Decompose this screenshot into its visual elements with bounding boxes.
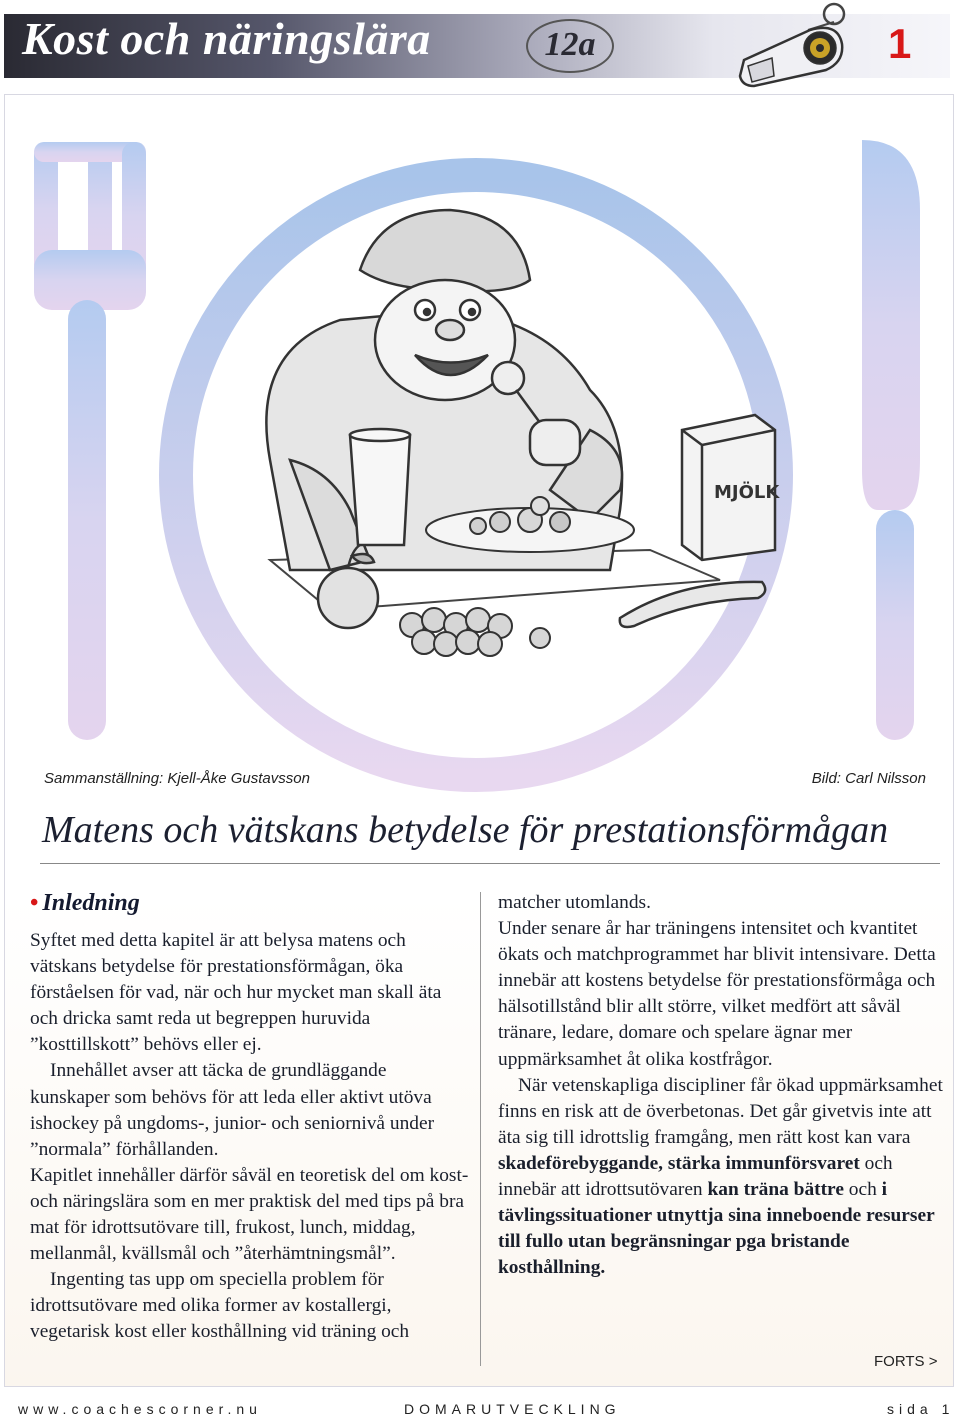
footer-category: DOMARUTVECKLING [404, 1401, 621, 1417]
right-paragraph-1: matcher utomlands. [498, 892, 651, 913]
column-divider [480, 892, 481, 1366]
right-column [498, 890, 943, 1281]
section-heading-text: Inledning [42, 890, 140, 916]
bullet-icon: • [30, 890, 39, 916]
right-p3-bold-b: skadeförebyggande, stärka immunförsvaret [498, 1152, 860, 1174]
header-title: Kost och näringslära [22, 13, 431, 64]
page-number: 1 [888, 20, 912, 67]
section-heading [30, 890, 140, 917]
footer-website[interactable]: www.coachescorner.nu [18, 1401, 262, 1417]
chapter-badge: 12a [526, 19, 614, 73]
right-paragraph-2: Under senare år har träningens intensitet och kvantitet ökats och matchprogrammet har blivit intensivare. Detta innebär att kostens betydelse för prestationsförmåga och hälsotillstånd blir allt större, vilket medfört att såväl tränare, ledare, domare och spelare ägnar mer uppmärksamhet åt olika kostfrågor. [498, 918, 936, 1070]
left-paragraph-4: Ingenting tas upp om speciella problem för idrottsutövare med olika former av kostallergi, vegetarisk kost eller kosthållning vid träning och [30, 1269, 410, 1343]
glass-icon [350, 429, 410, 545]
illustration [30, 130, 930, 800]
whistle-icon [738, 0, 858, 90]
left-paragraph-2: Innehållet avser att täcka de grundläggande kunskaper som behövs för att leda eller aktivt utöva ishockey på ungdoms-, junior- och seniornivå under ”normala” förhållanden. [30, 1060, 435, 1160]
grapes-icon [400, 608, 550, 656]
right-p3-bold-f: i tävlingssituationer utnyttja sina inneboende resurser till fullo utan begränsningar pga bristande kosthållning. [498, 1179, 935, 1279]
milk-label: MJÖLK [714, 482, 780, 503]
left-column [30, 928, 470, 1346]
image-credit: Bild: Carl Nilsson [811, 770, 926, 787]
footer-page: sida 1 [887, 1401, 955, 1417]
main-title: Matens och vätskans betydelse för prestationsförmågan [42, 809, 889, 851]
right-p3-text-a: När vetenskapliga discipliner får ökad uppmärksamhet finns en risk att de överbetonas. Det går givetvis inte att äta sig till idrottslig framgång, men rätt kost kan vara [498, 1074, 943, 1148]
left-paragraph-1: Syftet med detta kapitel är att belysa matens och vätskans betydelse för prestationsförmågan, öka förståelsen för vad, när och hur mycket man skall äta och dricka samt reda ut begreppen huruvida ”kosttillskott” behövs eller ej. [30, 930, 442, 1056]
compilation-credit: Sammanställning: Kjell-Åke Gustavsson [44, 770, 310, 787]
knife-icon [862, 140, 920, 740]
title-divider [40, 863, 940, 864]
right-p3-bold-d: kan träna bättre [707, 1179, 844, 1201]
right-p3-text-c: och innebär att idrottsutövaren [498, 1152, 893, 1201]
right-paragraph-3 [498, 1073, 943, 1282]
fork-icon [34, 142, 146, 740]
left-paragraph-3: Kapitlet innehåller därför såväl en teoretisk del om kost- och näringslära som en mer praktisk del med tips på bra mat för idrottsutövare till, frukost, lunch, middag, mellanmål, kvällsmål och ”återhämtningsmål”. [30, 1164, 469, 1265]
continue-link[interactable]: FORTS > [874, 1353, 938, 1370]
right-p3-text-e: och [843, 1179, 882, 1201]
